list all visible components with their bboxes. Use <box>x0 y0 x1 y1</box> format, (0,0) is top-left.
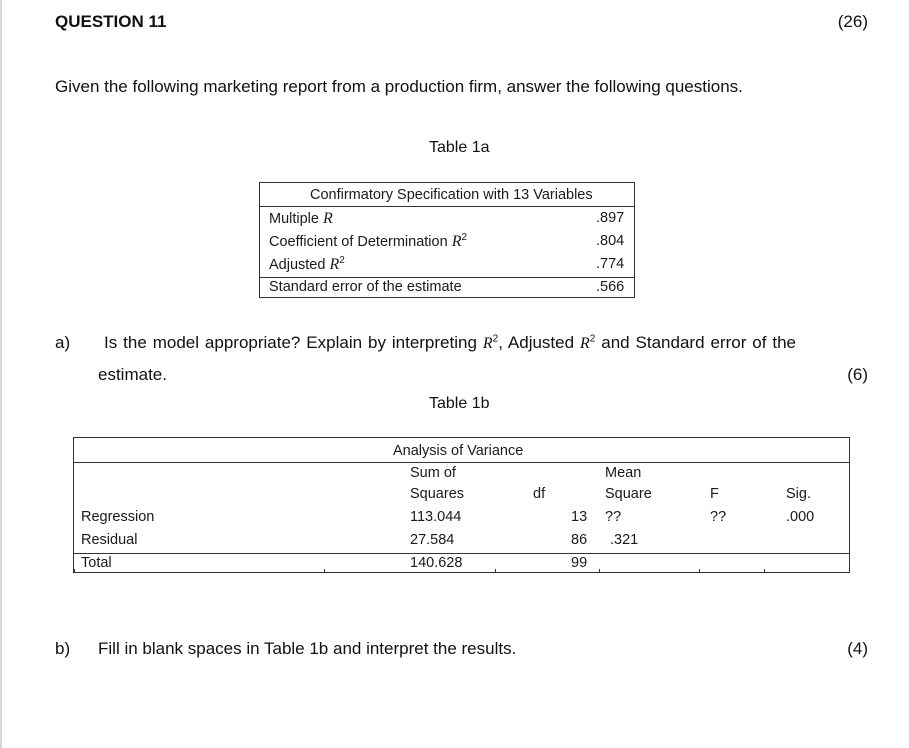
table-cell-sig: .000 <box>786 509 815 525</box>
table-cell-sum: 113.044 <box>410 509 462 525</box>
table-cell-sum: 27.584 <box>410 532 455 548</box>
part-b-question: Fill in blank spaces in Table 1b and interpret the results. <box>98 639 517 658</box>
table-row-label: Total <box>81 555 112 571</box>
table-1b-tick <box>849 569 850 573</box>
table-1b-caption: Table 1b <box>429 395 490 412</box>
table-1a-header: Confirmatory Specification with 13 Variables <box>310 187 593 203</box>
part-b-label: b) <box>55 639 71 658</box>
part-a-question: Is the model appropriate? Explain by interpreting $R^2$, Adjusted $R^2$ and Standard error of the <box>104 333 797 352</box>
table-1b-header: Analysis of Variance <box>393 443 524 459</box>
table-cell-f: ?? <box>710 509 727 525</box>
table-1a <box>259 182 635 298</box>
table-1a-row-value: .804 <box>596 233 625 249</box>
question-title: QUESTION 11 <box>55 12 167 31</box>
table-1a-header-rule <box>260 206 634 207</box>
part-a-question-continued: estimate. <box>98 365 167 384</box>
table-1a-row-value: .897 <box>596 210 625 226</box>
table-1a-row-label: Coefficient of Determination $R^2$ <box>269 232 468 250</box>
table-cell-mean: ?? <box>605 509 622 525</box>
table-1a-row-value: .774 <box>596 256 625 272</box>
table-cell-df: 13 <box>571 509 588 525</box>
page-left-border <box>0 0 2 748</box>
question-intro: Given the following marketing report from a production firm, answer the following questions. <box>55 77 743 96</box>
col-header-mean-2: Square <box>605 486 652 502</box>
col-header-sum-2: Squares <box>410 486 465 502</box>
table-1b-bottom-rule <box>74 572 849 573</box>
question-marks: (26) <box>837 12 868 31</box>
col-header-sig: Sig. <box>786 486 811 502</box>
table-1b-tick <box>324 569 325 573</box>
table-1b-header-rule <box>74 462 849 463</box>
table-1b-tick <box>495 569 496 573</box>
part-a-label: a) <box>55 333 71 352</box>
table-cell-df: 99 <box>571 555 588 571</box>
col-header-sum-1: Sum of <box>410 465 456 481</box>
col-header-mean-1: Mean <box>605 465 642 481</box>
table-row-label: Residual <box>81 532 138 548</box>
table-1b <box>73 437 850 573</box>
col-header-df: df <box>533 486 546 502</box>
table-1a-row-label: Adjusted $R^2$ <box>269 255 345 273</box>
table-row-label: Regression <box>81 509 155 525</box>
table-1b-total-rule <box>74 553 849 554</box>
table-cell-df: 86 <box>571 532 588 548</box>
table-cell-sum: 140.628 <box>410 555 463 571</box>
table-1b-tick <box>599 569 600 573</box>
table-1a-row-rule <box>260 277 634 278</box>
table-1a-caption: Table 1a <box>429 139 490 156</box>
col-header-f: F <box>710 486 719 502</box>
table-1a-row-label: Multiple R <box>269 210 333 227</box>
part-a-marks: (6) <box>847 365 868 384</box>
table-1b-tick <box>699 569 700 573</box>
table-1a-row-label: Standard error of the estimate <box>269 279 462 295</box>
part-b-marks: (4) <box>847 639 868 658</box>
table-1b-tick <box>74 569 75 573</box>
table-1b-tick <box>764 569 765 573</box>
table-cell-mean: .321 <box>610 532 639 548</box>
table-1a-row-value: .566 <box>596 279 625 295</box>
